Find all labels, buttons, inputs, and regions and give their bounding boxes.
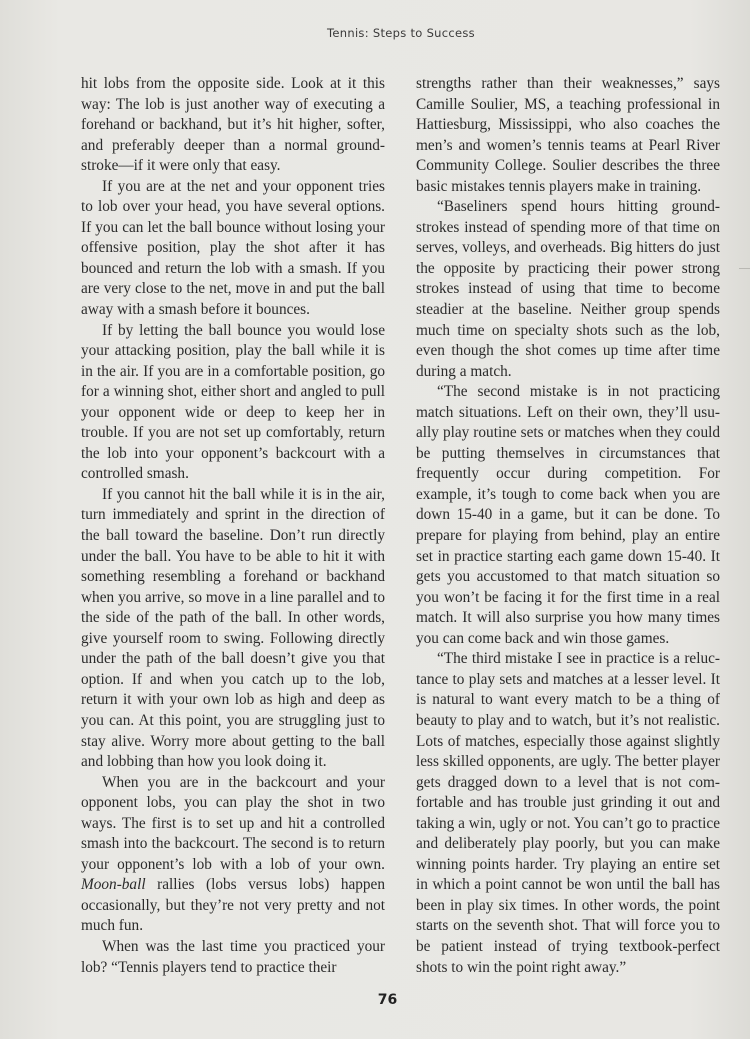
paragraph: “The second mistake is in not practicing match situations. Left on their own, they’ll usu-ally play routine sets or matches when they could be putting themselves in circumstances that frequently occur during competition. For example, it’s tough to come back when you are down 15-40 in a game, but it can be done. To prepare for playing from behind, play an entire set in practice starting each game down 15-40. It gets you accustomed to that match situation so you won’t be facing it for the first time in a real match. It will also surprise you how many times you can come back and win those games. (416, 383, 720, 647)
paragraph: If you cannot hit the ball while it is in the air, turn immediately and sprint in the direction of the ball toward the baseline. Don’t run directly under the ball. You have to be able to hit it with something resembling a forehand or backhand when you arrive, so move in a line parallel and to the side of the path of the ball. In other words, give yourself room to swing. Following directly under the path of the ball doesn’t give you that option. If and when you catch up to the lob, return it with your own lob as high and deep as you can. At this point, you are struggling just to stay alive. Worry more about getting to the ball and lobbing than how you look doing it. (81, 485, 385, 771)
page-number: 76 (377, 992, 398, 1008)
paragraph-text: rallies (lobs versus lobs) happen occasionally, but they’re not very pretty and not much fun. (81, 876, 385, 935)
running-head: Tennis: Steps to Success (327, 26, 475, 40)
paragraph: strengths rather than their weaknesses,” says Camille Soulier, MS, a teaching professional in Hattiesburg, Mississippi, who also coaches the men’s and women’s tennis teams at Pearl River Community College. Soulier describes the three basic mistakes tennis players make in training. (416, 75, 720, 195)
paragraph: If you are at the net and your opponent tries to lob over your head, you have several options. If you can let the ball bounce without losing your offensive position, play the shot after it has bounced and return the lob with a smash. If you are very close to the net, move in and put the ball away with a smash before it bounces. (81, 177, 385, 319)
margin-mark (739, 268, 750, 269)
paragraph: When was the last time you practiced your lob? “Tennis players tend to practice their (81, 937, 385, 976)
paragraph: “The third mistake I see in practice is a reluc-tance to play sets and matches at a lesser level. It is natural to want every match to be a thing of beauty to play and to watch, but it’s not realistic. Lots of matches, especially those against slightly less skilled opponents, are ugly. The better player gets dragged down to a level that is not com-fortable and has trouble just grinding it out and taking a win, ugly or not. You can’t go to practice and deliberately play poorly, but you can make winning points harder. Try playing an entire set in which a point cannot be won until the ball has been in play six times. In other words, the point starts on the seventh shot. That will force you to be patient instead of trying textbook-perfect shots to win the point right away.” (416, 650, 720, 976)
paragraph: “Baseliners spend hours hitting ground-strokes instead of spending more of that time on serves, volleys, and overheads. Big hitters do just the opposite by practicing their power strong strokes instead of using that time to become steadier at the baseline. Neither group spends much time on specialty shots such as the lob, even though the shot comes up time after time during a match. (416, 198, 720, 380)
paragraph-text: When you are in the backcourt and your opponent lobs, you can play the shot in two ways. The first is to set up and hit a controlled smash into the backcourt. The second is to return your opponent’s lob with a lob of your own. (81, 773, 385, 873)
italic-term: Moon-ball (81, 876, 146, 894)
paragraph: hit lobs from the opposite side. Look at it this way: The lob is just another way of executing a forehand or backhand, but it’s hit higher, softer, and preferably deeper than a normal ground-stroke—if it were only that easy. (81, 75, 385, 175)
right-column (416, 74, 720, 978)
paragraph (81, 773, 385, 937)
left-column (81, 74, 385, 978)
paragraph: If by letting the ball bounce you would lose your attacking position, play the ball while it is in the air. If you are in a comfortable position, go for a winning shot, either short and angled to pull your opponent wide or deep to keep her in trouble. If you are not set up comfortably, return the lob into your opponent’s backcourt with a controlled smash. (81, 321, 385, 483)
